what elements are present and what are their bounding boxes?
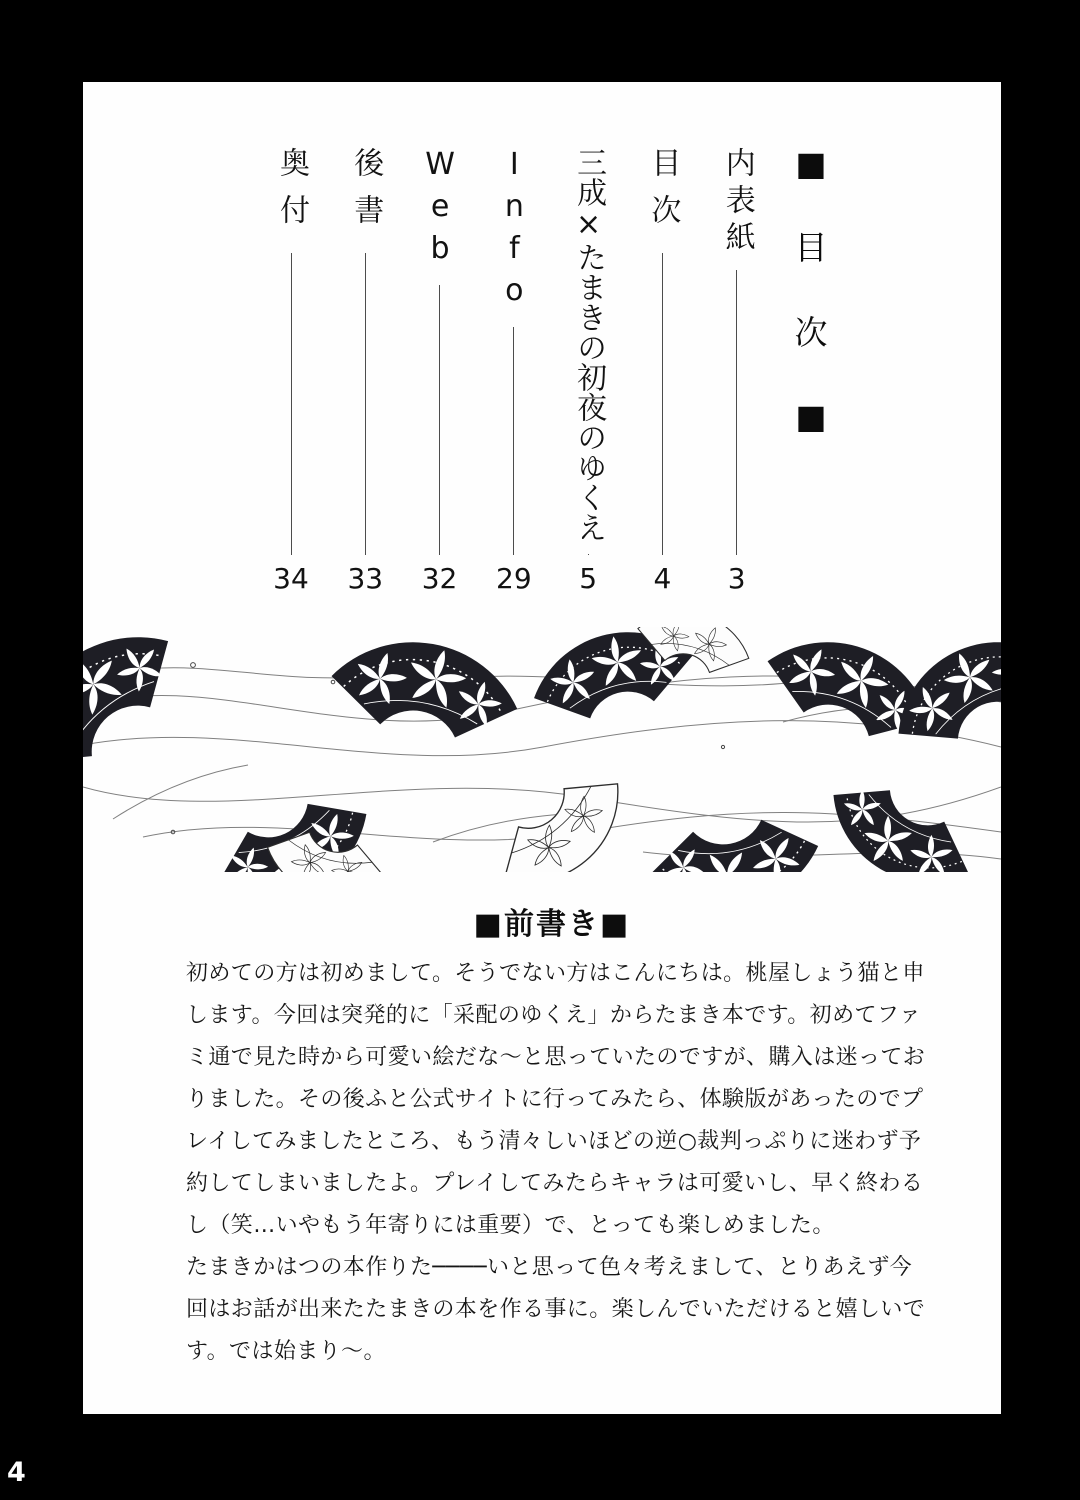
foreword-body [186, 953, 926, 1373]
foreword-line: 約してしまいましたよ。プレイしてみたらキャラは可愛いし、早く終わる [186, 1171, 924, 1196]
foreword-line: 初めての方は初めまして。そうでない方はこんにちは。桃屋しょう猫と申 [186, 961, 925, 986]
leader-line [736, 270, 737, 555]
foreword-line: ミ通で見た時から可愛い絵だな～と思っていたのですが、購入は迷ってお [186, 1045, 926, 1070]
toc-entry-okuzuke [268, 147, 314, 593]
toc-entry-title: 後書 [348, 147, 384, 241]
toc-entry-atogaki [342, 147, 388, 593]
foreword-line: たまきかはつの本作りた────いと思って色々考えまして、とりあえず今 [186, 1255, 913, 1280]
square-icon: ■ [795, 144, 827, 183]
toc-entry-title: Web [422, 147, 458, 273]
toc-page-number: 3 [727, 562, 746, 595]
fan-pattern-band [83, 627, 1001, 872]
toc-entry-title: 奥付 [274, 147, 309, 241]
table-of-contents [268, 144, 834, 595]
toc-header-mokuji [788, 144, 834, 436]
toc-entry-title: 三成×たまきの初夜のゆくえ [571, 147, 607, 542]
toc-entry-title: 目次 [645, 147, 681, 241]
toc-entry-info [491, 147, 537, 593]
toc-entry-web [417, 147, 463, 593]
foreword-line: 回はお話が出来たたまきの本を作る事に。楽しんでいただけると嬉しいで [186, 1297, 926, 1322]
foreword-line: します。今回は突発的に「采配のゆくえ」からたまき本です。初めてファ [186, 1003, 922, 1028]
toc-header-char: 目 [794, 228, 828, 268]
toc-page-number: 4 [653, 562, 672, 595]
leader-line [662, 253, 663, 555]
toc-entry-mokuji [639, 147, 685, 593]
leader-line [365, 253, 366, 555]
foreword-heading: ■前書き■ [473, 907, 631, 942]
paper-page [83, 82, 1001, 1414]
toc-page-number: 32 [421, 562, 458, 595]
toc-header-char: 次 [794, 312, 828, 352]
foreword-line: りました。その後ふと公式サイトに行ってみたら、体験版があったのでプ [186, 1087, 924, 1112]
leader-line [588, 554, 589, 555]
leader-line [439, 285, 440, 555]
toc-page-number: 5 [579, 562, 598, 595]
toc-entry-title: 内表紙 [719, 147, 755, 258]
page-number: 4 [7, 1457, 26, 1488]
toc-entry-title: Info [496, 147, 532, 315]
toc-page-number: 33 [347, 562, 384, 595]
toc-entry-inner-cover [714, 147, 760, 593]
toc-page-number: 34 [273, 562, 309, 595]
leader-line [291, 253, 292, 555]
leader-line [513, 327, 514, 555]
toc-page-number: 29 [496, 562, 532, 595]
foreword-section [186, 907, 926, 1373]
square-icon: ■ [795, 396, 827, 436]
foreword-line: レイしてみましたところ、もう清々しいほどの逆○裁判っぷりに迷わず予 [186, 1129, 922, 1154]
foreword-line: す。では始まり～。 [186, 1339, 386, 1364]
foreword-line: し（笑…いやもう年寄りには重要）で、とっても楽しめました。 [186, 1213, 835, 1238]
toc-entry-main-story [565, 147, 611, 593]
